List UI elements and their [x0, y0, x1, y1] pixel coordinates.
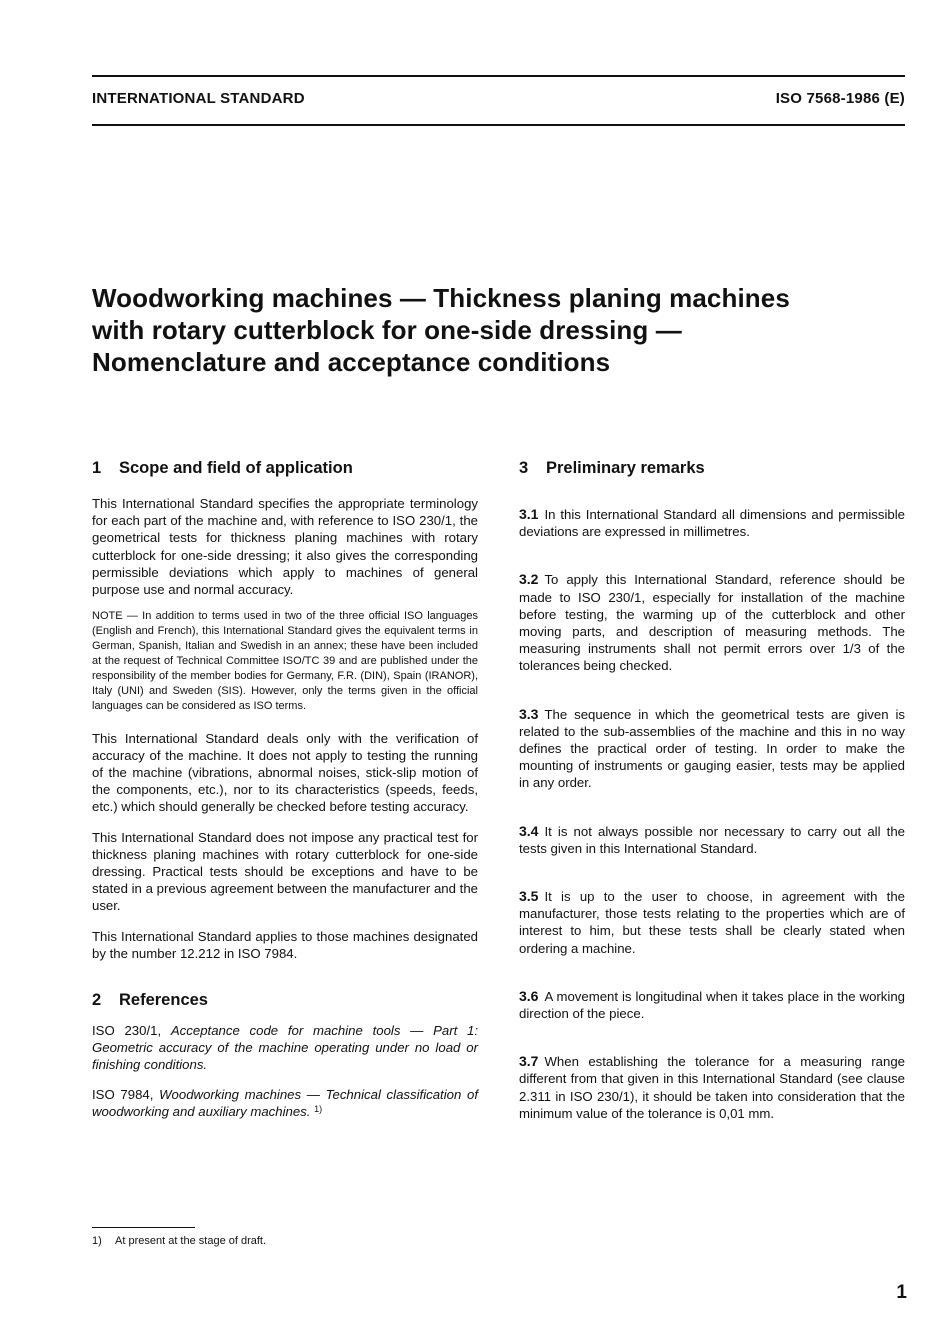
clause-3-5-text: It is up to the user to choose, in agreement with the manufacturer, those tests relating to the properties which are of interest to him, but these tests shall be clearly stated when ordering a machine. [519, 889, 905, 956]
clause-3-5-number: 3.5 [519, 888, 539, 905]
clause-3-1 [519, 506, 905, 540]
reference-2-code: ISO 7984, [92, 1086, 154, 1102]
left-column [92, 458, 478, 1120]
header-document-type: INTERNATIONAL STANDARD [92, 90, 305, 107]
section-3-number: 3 [519, 459, 529, 477]
section-3-title: Preliminary remarks [546, 459, 705, 477]
clause-3-1-text: In this International Standard all dimensions and permissible deviations are expressed in millimetres. [519, 507, 905, 540]
header-document-number: ISO 7568-1986 (E) [775, 90, 905, 107]
clause-3-7-text: When establishing the tolerance for a measuring range different from that given in this International Standard (see clause 2.311 in ISO 230/1), it should be taken into consideration that the minimum value of the tolerance is 0,01 mm. [519, 1054, 905, 1121]
clause-3-7 [519, 1053, 905, 1122]
clause-3-4-number: 3.4 [519, 822, 539, 839]
page-number: 1 [896, 1282, 907, 1303]
clause-3-1-number: 3.1 [519, 506, 539, 522]
clause-3-4-text: It is not always possible nor necessary to carry out all the tests given in this International Standard. [519, 823, 905, 856]
footnote [92, 1235, 266, 1247]
clause-3-5 [519, 888, 905, 957]
footnote-separator [92, 1227, 195, 1228]
reference-iso-7984 [92, 1086, 478, 1120]
clause-3-7-number: 3.7 [519, 1053, 539, 1070]
section-2-title: References [119, 991, 208, 1009]
scope-note: NOTE — In addition to terms used in two of the three official ISO languages (English and French), this International Standard gives the equivalent terms in German, Spanish, Italian and Swedish in an annex; these have been included at the request of Technical Committee ISO/TC 39 and are published under the responsibility of the member bodies for Germany, F.R. (DIN), Spain (IRANOR), Italy (UNI) and Sweden (SIS). However, only the terms given in the official languages can be considered as ISO terms. [92, 610, 478, 712]
title-line-3: Nomenclature and acceptance conditions [92, 347, 611, 377]
title-line-1: Woodworking machines — Thickness planing machines [92, 283, 790, 313]
reference-2-title: Woodworking machines — Technical classification of woodworking and auxiliary machines. [92, 1086, 478, 1119]
reference-iso-230-1 [92, 1022, 478, 1074]
reference-1-title: Acceptance code for machine tools — Part 1: Geometric accuracy of the machine operating under no load or finishing conditions. [92, 1023, 479, 1073]
clause-3-6-number: 3.6 [519, 987, 539, 1004]
section-1-heading [92, 458, 478, 478]
title-line-2: with rotary cutterblock for one-side dressing — [92, 315, 682, 345]
header-top-rule [92, 75, 905, 77]
section-2-number: 2 [92, 991, 102, 1009]
footnote-text: At present at the stage of draft. [115, 1235, 267, 1247]
header-bottom-rule [92, 124, 905, 126]
clause-3-2-number: 3.2 [519, 571, 539, 588]
footnote-reference-mark: 1) [314, 1103, 323, 1114]
right-column [519, 458, 905, 1122]
clause-3-3-text: The sequence in which the geometrical tests are given is related to the sub-assemblies of the machine and this in no way defines the practical order of testing. In order to make the mounting of instruments or gauging easier, tests may be applied in any order. [519, 706, 905, 791]
section-2-heading [92, 990, 478, 1010]
clause-3-2-text: To apply this International Standard, reference should be made to ISO 230/1, especially for installation of the machine before testing, the warming up of the cutterblock and other moving parts, and description of measuring methods. The measuring instruments shall not permit errors over 1/3 of the tolerances being checked. [519, 572, 905, 674]
clause-3-3-number: 3.3 [519, 705, 539, 722]
clause-3-2 [519, 571, 905, 674]
section-1-title: Scope and field of application [119, 459, 353, 477]
footnote-mark: 1) [92, 1235, 102, 1247]
scope-paragraph-1: This International Standard specifies the appropriate terminology for each part of the machine and, with reference to ISO 230/1, the geometrical tests for thickness planing machines with rotary cutterblock for one-side dressing; it also gives the corresponding permissible deviations which apply to machines of general purpose use and normal accuracy. [92, 496, 478, 598]
document-title [92, 282, 912, 378]
clause-3-6 [519, 988, 905, 1022]
scope-paragraph-4: This International Standard applies to those machines designated by the number 12.212 in ISO 7984. [92, 928, 478, 961]
section-3-heading [519, 458, 905, 478]
scope-paragraph-3: This International Standard does not impose any practical test for thickness planing machines with rotary cutterblock for one-side dressing. Practical tests should be exceptions and have to be stated in a previous agreement between the manufacturer and the user. [92, 829, 478, 914]
clause-3-3 [519, 706, 905, 792]
reference-1-code: ISO 230/1, [92, 1023, 162, 1038]
section-1-number: 1 [92, 459, 102, 477]
clause-3-4 [519, 823, 905, 857]
scope-paragraph-2: This International Standard deals only with the verification of accuracy of the machine. It does not apply to testing the running of the machine (vibrations, abnormal noises, stick-slip motion of the components, etc.), nor to its characteristics (speeds, feeds, etc.) which should generally be checked before testing accuracy. [92, 730, 478, 815]
clause-3-6-text: A movement is longitudinal when it takes place in the working direction of the piece. [519, 988, 905, 1022]
